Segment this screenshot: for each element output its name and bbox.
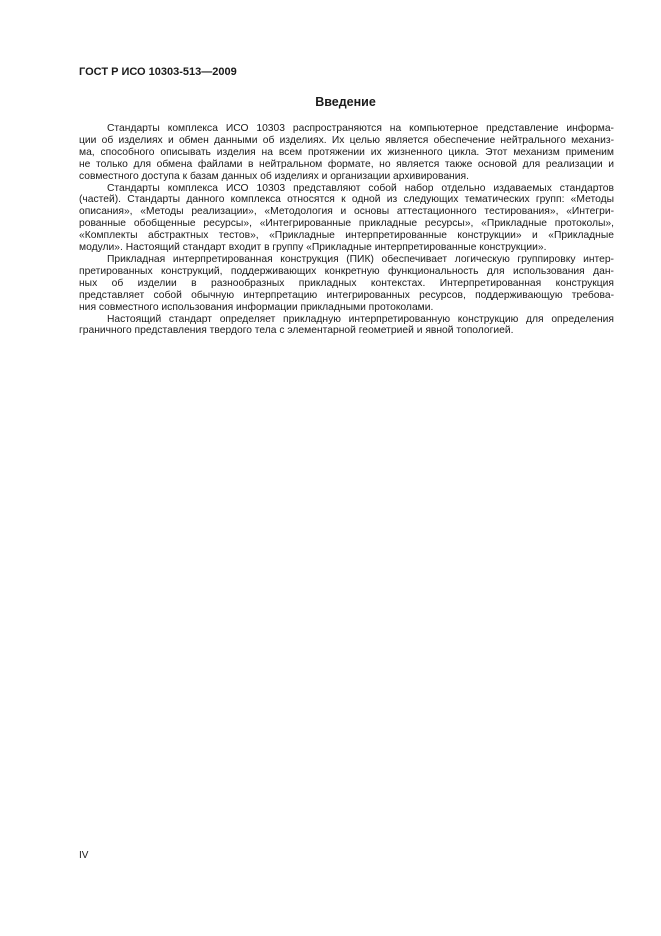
page-number: IV <box>79 850 89 861</box>
text-line: Стандарты комплекса ИСО 10303 распространяются на компьютерное представление информа- <box>107 123 614 134</box>
text-line: «Комплекты абстрактных тестов», «Прикладные интерпретированные конструкции» и «Прикладные <box>79 230 614 242</box>
text-line: рованные обобщенные ресурсы», «Интегрированные прикладные ресурсы», «Прикладные протоколы», <box>79 218 614 230</box>
text-line: Настоящий стандарт определяет прикладную интерпретированную конструкцию для определения <box>107 313 614 325</box>
text-line: Стандарты комплекса ИСО 10303 представляют собой набор отдельно издаваемых стандартов <box>107 182 614 194</box>
text-line: Прикладная интерпретированная конструкция (ПИК) обеспечивает логическую группировку интер- <box>107 253 614 265</box>
text-line: ции об изделиях и обмен данными об изделиях. Их целью является обеспечение нейтрального механиз- <box>79 134 614 146</box>
text-line: не только для обмена файлами в нейтральном формате, но является также основой для реализации и <box>79 158 614 170</box>
section-title: Введение <box>315 95 376 109</box>
text-line: модули». Настоящий стандарт входит в группу «Прикладные интерпретированные конструкции». <box>79 242 547 254</box>
paragraph <box>79 123 614 183</box>
text-line: ных об изделии в разнообразных прикладных контекстах. Интерпретированная конструкция <box>79 277 614 289</box>
paragraph <box>79 254 614 314</box>
text-line: претированных конструкций, поддерживающих конкретную функциональность для использования дан- <box>79 265 614 277</box>
text-line: (частей). Стандарты данного комплекса относятся к одной из следующих тематических групп: «Методы <box>79 194 614 206</box>
text-line: описания», «Методы реализации», «Методология и основы аттестационного тестирования», «Интегри- <box>79 206 614 218</box>
document-header: ГОСТ Р ИСО 10303-513—2009 <box>79 66 237 78</box>
paragraph <box>79 183 614 254</box>
text-line: ния совместного использования информации прикладными протоколами. <box>79 301 434 313</box>
text-line: представляет собой обычную интерпретацию интегрированных ресурсов, поддерживающую требова- <box>79 289 614 301</box>
document-body <box>79 123 614 337</box>
text-line: ма, способного описывать изделия на всем протяжении их жизненного цикла. Этот механизм применим <box>79 146 614 158</box>
text-line: граничного представления твердого тела с элементарной геометрией и явной топологией. <box>79 325 514 337</box>
text-line: совместного доступа к базам данных об изделиях и организации архивирования. <box>79 170 469 182</box>
paragraph <box>79 314 614 338</box>
